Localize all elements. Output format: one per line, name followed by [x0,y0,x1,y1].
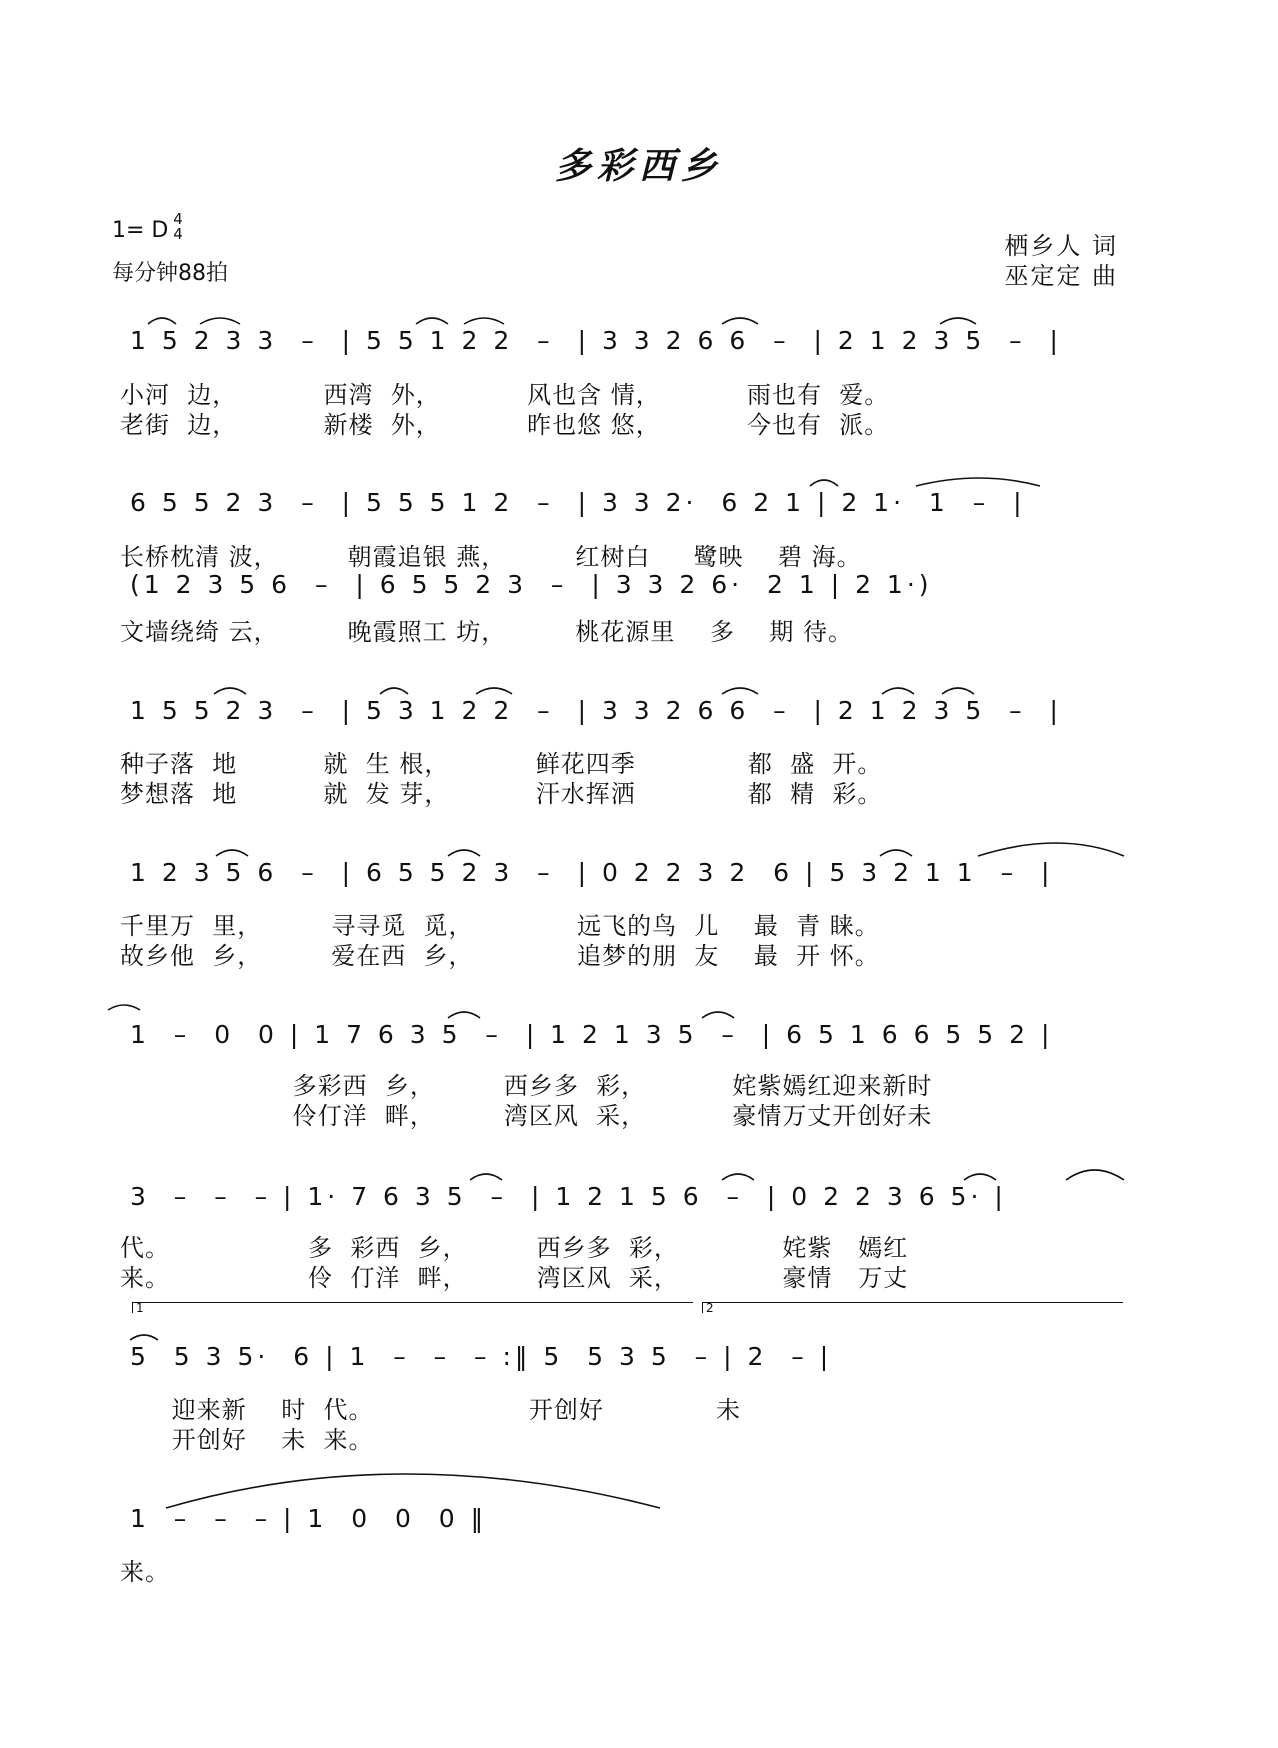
slur [130,1335,158,1340]
slur [810,480,838,486]
slur [476,688,512,694]
slur [1066,1170,1124,1180]
slur [108,1005,140,1010]
lyricist-credit: 栖乡人 词 [1004,232,1118,260]
slur [148,318,176,324]
lyric-verse-1: 种子落 地 就 生 根， 鲜花四季 都 盛 开。 [120,750,883,778]
lyric-verse-1: 千里万 里， 寻寻觅 觅， 远飞的鸟 儿 最 青 睐。 [120,912,880,940]
slur [916,478,1040,486]
slur [416,318,448,324]
lyric-verse-1: 长桥枕清 波， 朝霞追银 燕， 红树白 鹭映 碧 海。 [120,543,862,571]
lyric-verse-1: 小河 边， 西湾 外， 风也含 情， 雨也有 爱。 [120,381,890,409]
notation-text: (1 2 3 5 6 – | 6 5 5 2 3 – | 3 3 2 6· 2 1 | 2 1·) [130,570,933,599]
notation-text: 1 5 5 2 3 – | 5 3 1 2 2 – | 3 3 2 6 6 – | 2 1 2 3 5 – | [130,696,1062,725]
slur [722,688,758,694]
lyric-verse-1: 来。 [120,1558,170,1586]
volta-number-2: 2 [706,1301,714,1315]
slur [448,850,480,856]
lyric-verse-1: 多彩西 乡， 西乡多 彩， 姹紫嫣红迎来新时 [120,1072,933,1100]
lyric-verse-2: 老街 边， 新楼 外， 昨也悠 悠， 今也有 派。 [120,411,890,439]
slur [940,318,976,324]
slur [448,1012,480,1018]
lyric-verse-2: 来。 伶 仃洋 畔， 湾区风 采， 豪情 万丈 [120,1264,909,1292]
lyric-verse-2: 梦想落 地 就 发 芽， 汗水挥洒 都 精 彩。 [120,780,883,808]
lyric-verse-2: 故乡他 乡， 爱在西 乡， 追梦的朋 友 最 开 怀。 [120,942,880,970]
lyric-verse-1: 迎来新 时 代。 开创好 未 [120,1396,742,1424]
slur [464,318,504,324]
notation-text: 1 – 0 0 | 1 7 6 3 5 – | 1 2 1 3 5 – | 6 5 1 6 6 5 5 2 | [130,1020,1054,1049]
slur [964,1174,996,1180]
notation-text: 3 – – – | 1· 7 6 3 5 – | 1 2 1 5 6 – | 0 2 2 3 6 5· | [130,1182,1007,1211]
slur [942,688,974,694]
slur [978,843,1124,856]
slur [702,1012,734,1018]
song-title: 多彩西乡 [554,146,723,187]
slur [166,1474,660,1508]
lyric-verse-2: 伶仃洋 畔， 湾区风 采， 豪情万丈开创好未 [120,1102,933,1130]
slur [882,688,914,694]
slur [216,850,248,856]
notation-text: 6 5 5 2 3 – | 5 5 5 1 2 – | 3 3 2· 6 2 1 | 2 1· 1 – | [130,488,1026,517]
key-signature: 1= D [112,218,169,243]
time-sig-bottom: 4 [173,225,183,243]
lyric-verse-2: 开创好 未 来。 [120,1426,374,1454]
notation-text: 1 – – – | 1 0 0 0 ‖ [130,1504,488,1533]
tempo-marking: 每分钟88拍 [112,261,228,286]
composer-credit: 巫定定 曲 [1004,262,1118,290]
volta-number-1: 1 [136,1301,144,1315]
slur [200,318,240,324]
notation-text: 1 5 2 3 3 – | 5 5 1 2 2 – | 3 3 2 6 6 – | 2 1 2 3 5 – | [130,326,1062,355]
notation-text: 1 2 3 5 6 – | 6 5 5 2 3 – | 0 2 2 3 2 6 | 5 3 2 1 1 – | [130,858,1054,887]
time-sig-top: 4 [173,210,183,228]
slur [470,1174,502,1180]
notation-text: 5 5 3 5· 6 | 1 – – – :‖ 5 5 3 5 – | 2 – | [130,1342,833,1371]
lyric-verse-1: 代。 多 彩西 乡， 西乡多 彩， 姹紫 嫣红 [120,1234,909,1262]
slur [722,318,758,324]
slur [380,688,408,694]
slur [880,850,912,856]
slur [214,688,246,694]
lyric-verse-1: 文墙绕绮 云， 晚霞照工 坊， 桃花源里 多 期 待。 [120,618,853,646]
slur [722,1174,754,1180]
